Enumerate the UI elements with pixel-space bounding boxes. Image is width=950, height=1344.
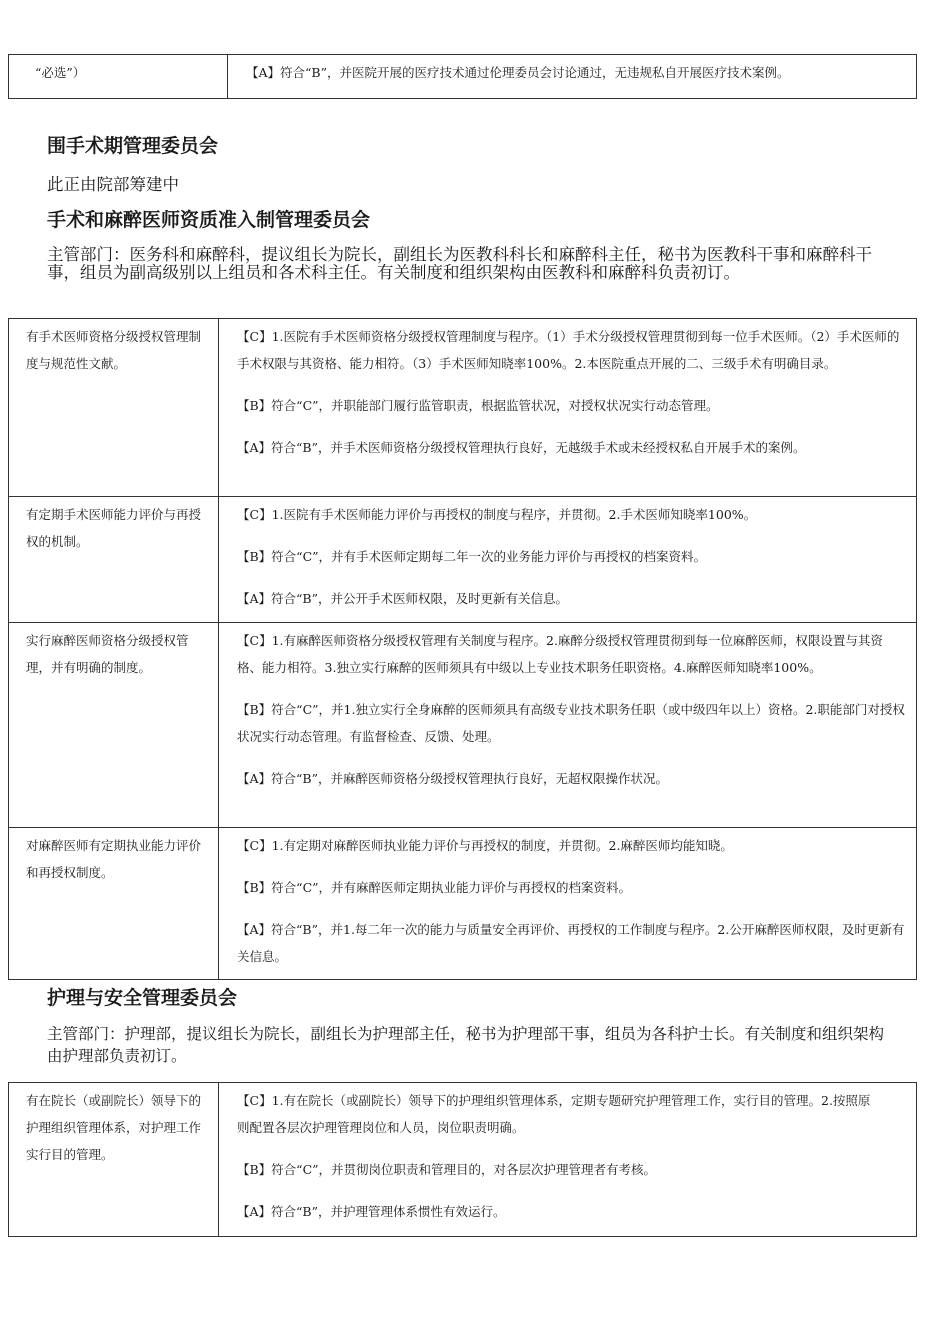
criteria-grade-c: 【C】1.医院有手术医师能力评价与再授权的制度与程序，并贯彻。2.手术医师知晓率100%。 xyxy=(237,507,757,522)
criteria-label: “必选”） xyxy=(9,55,228,99)
criteria-grade-c: 【C】1.有定期对麻醉医师执业能力评价与再授权的制度，并贯彻。2.麻醉医师均能知晓。 xyxy=(237,838,733,853)
criteria-label: 有在院长（或副院长）领导下的护理组织管理体系，对护理工作实行目的管理。 xyxy=(9,1083,219,1237)
criteria-table-surgery-anesthesia xyxy=(8,318,917,980)
table-row xyxy=(9,319,917,497)
criteria-label: 对麻醉医师有定期执业能力评价和再授权制度。 xyxy=(9,828,219,980)
table-row xyxy=(9,623,917,828)
section-title-perioperative: 围手术期管理委员会 xyxy=(47,135,219,157)
table-row xyxy=(9,1083,917,1237)
criteria-details xyxy=(219,828,917,980)
criteria-label: 有手术医师资格分级授权管理制度与规范性文献。 xyxy=(9,319,219,497)
criteria-details xyxy=(228,55,917,99)
criteria-grade-a: 【A】符合“B”，并麻醉医师资格分级授权管理执行良好，无超权限操作状况。 xyxy=(237,771,668,786)
criteria-grade-b: 【B】符合“C”，并有麻醉医师定期执业能力评价与再授权的档案资料。 xyxy=(237,880,632,895)
criteria-grade-a: 【A】符合“B”，并手术医师资格分级授权管理执行良好，无越级手术或未经授权私自开展手术的案例。 xyxy=(237,440,806,455)
criteria-details xyxy=(219,623,917,828)
criteria-grade-b: 【B】符合“C”，并职能部门履行监管职责，根据监管状况，对授权状况实行动态管理。 xyxy=(237,398,719,413)
section-title-nursing-safety: 护理与安全管理委员会 xyxy=(47,987,238,1009)
criteria-label: 实行麻醉医师资格分级授权管理，并有明确的制度。 xyxy=(9,623,219,828)
section-title-surgery-anesthesia: 手术和麻醉医师资质准入制管理委员会 xyxy=(47,209,371,231)
criteria-details xyxy=(219,1083,917,1237)
criteria-grade-b: 【B】符合“C”，并1.独立实行全身麻醉的医师须具有高级专业技术职务任职（或中级四年以上）资格。2.职能部门对授权状况实行动态管理。有监督检查、反馈、处理。 xyxy=(237,702,905,744)
criteria-table-top xyxy=(8,54,917,99)
criteria-table-nursing xyxy=(8,1082,917,1237)
section-body-nursing-safety: 主管部门：护理部，提议组长为院长，副组长为护理部主任，秘书为护理部干事，组员为各科护士长。有关制度和组织架构由护理部负责初订。 xyxy=(47,1025,885,1065)
criteria-grade-c: 【C】1.有在院长（或副院长）领导下的护理组织管理体系，定期专题研究护理管理工作，实行目的管理。2.按照原则配置各层次护理管理岗位和人员，岗位职责明确。 xyxy=(237,1093,871,1135)
criteria-grade-c: 【C】1.医院有手术医师资格分级授权管理制度与程序。（1）手术分级授权管理贯彻到每一位手术医师。（2）手术医师的手术权限与其资格、能力相符。（3）手术医师知晓率100%。2.本医院重点开展的二、三级手术有明确目录。 xyxy=(237,329,900,371)
criteria-label: 有定期手术医师能力评价与再授权的机制。 xyxy=(9,497,219,623)
criteria-grade-a: 【A】符合“B”，并1.每二年一次的能力与质量安全再评价、再授权的工作制度与程序。2.公开麻醉医师权限，及时更新有关信息。 xyxy=(237,922,905,964)
criteria-grade-c: 【C】1.有麻醉医师资格分级授权管理有关制度与程序。2.麻醉分级授权管理贯彻到每一位麻醉医师，权限设置与其资格、能力相符。3.独立实行麻醉的医师须具有中级以上专业技术职务任职资格。4.麻醉医师知晓率100%。 xyxy=(237,633,883,675)
criteria-grade-a: 【A】符合“B”，并医院开展的医疗技术通过伦理委员会讨论通过，无违规私自开展医疗技术案例。 xyxy=(246,65,790,80)
section-body-surgery-anesthesia: 主管部门：医务科和麻醉科，提议组长为院长，副组长为医教科科长和麻醉科主任，秘书为医教科干事和麻醉科干事，组员为副高级别以上组员和各术科主任。有关制度和组织架构由医教科和麻醉科负责初订。 xyxy=(47,245,872,282)
criteria-details xyxy=(219,319,917,497)
table-row xyxy=(9,828,917,980)
criteria-grade-b: 【B】符合“C”，并有手术医师定期每二年一次的业务能力评价与再授权的档案资料。 xyxy=(237,549,707,564)
section-body-perioperative: 此正由院部筹建中 xyxy=(47,175,179,194)
criteria-details xyxy=(219,497,917,623)
criteria-grade-a: 【A】符合“B”，并护理管理体系惯性有效运行。 xyxy=(237,1204,506,1219)
table-row xyxy=(9,55,917,99)
table-row xyxy=(9,497,917,623)
criteria-grade-a: 【A】符合“B”，并公开手术医师权限，及时更新有关信息。 xyxy=(237,591,568,606)
criteria-grade-b: 【B】符合“C”，并贯彻岗位职责和管理目的，对各层次护理管理者有考核。 xyxy=(237,1162,657,1177)
